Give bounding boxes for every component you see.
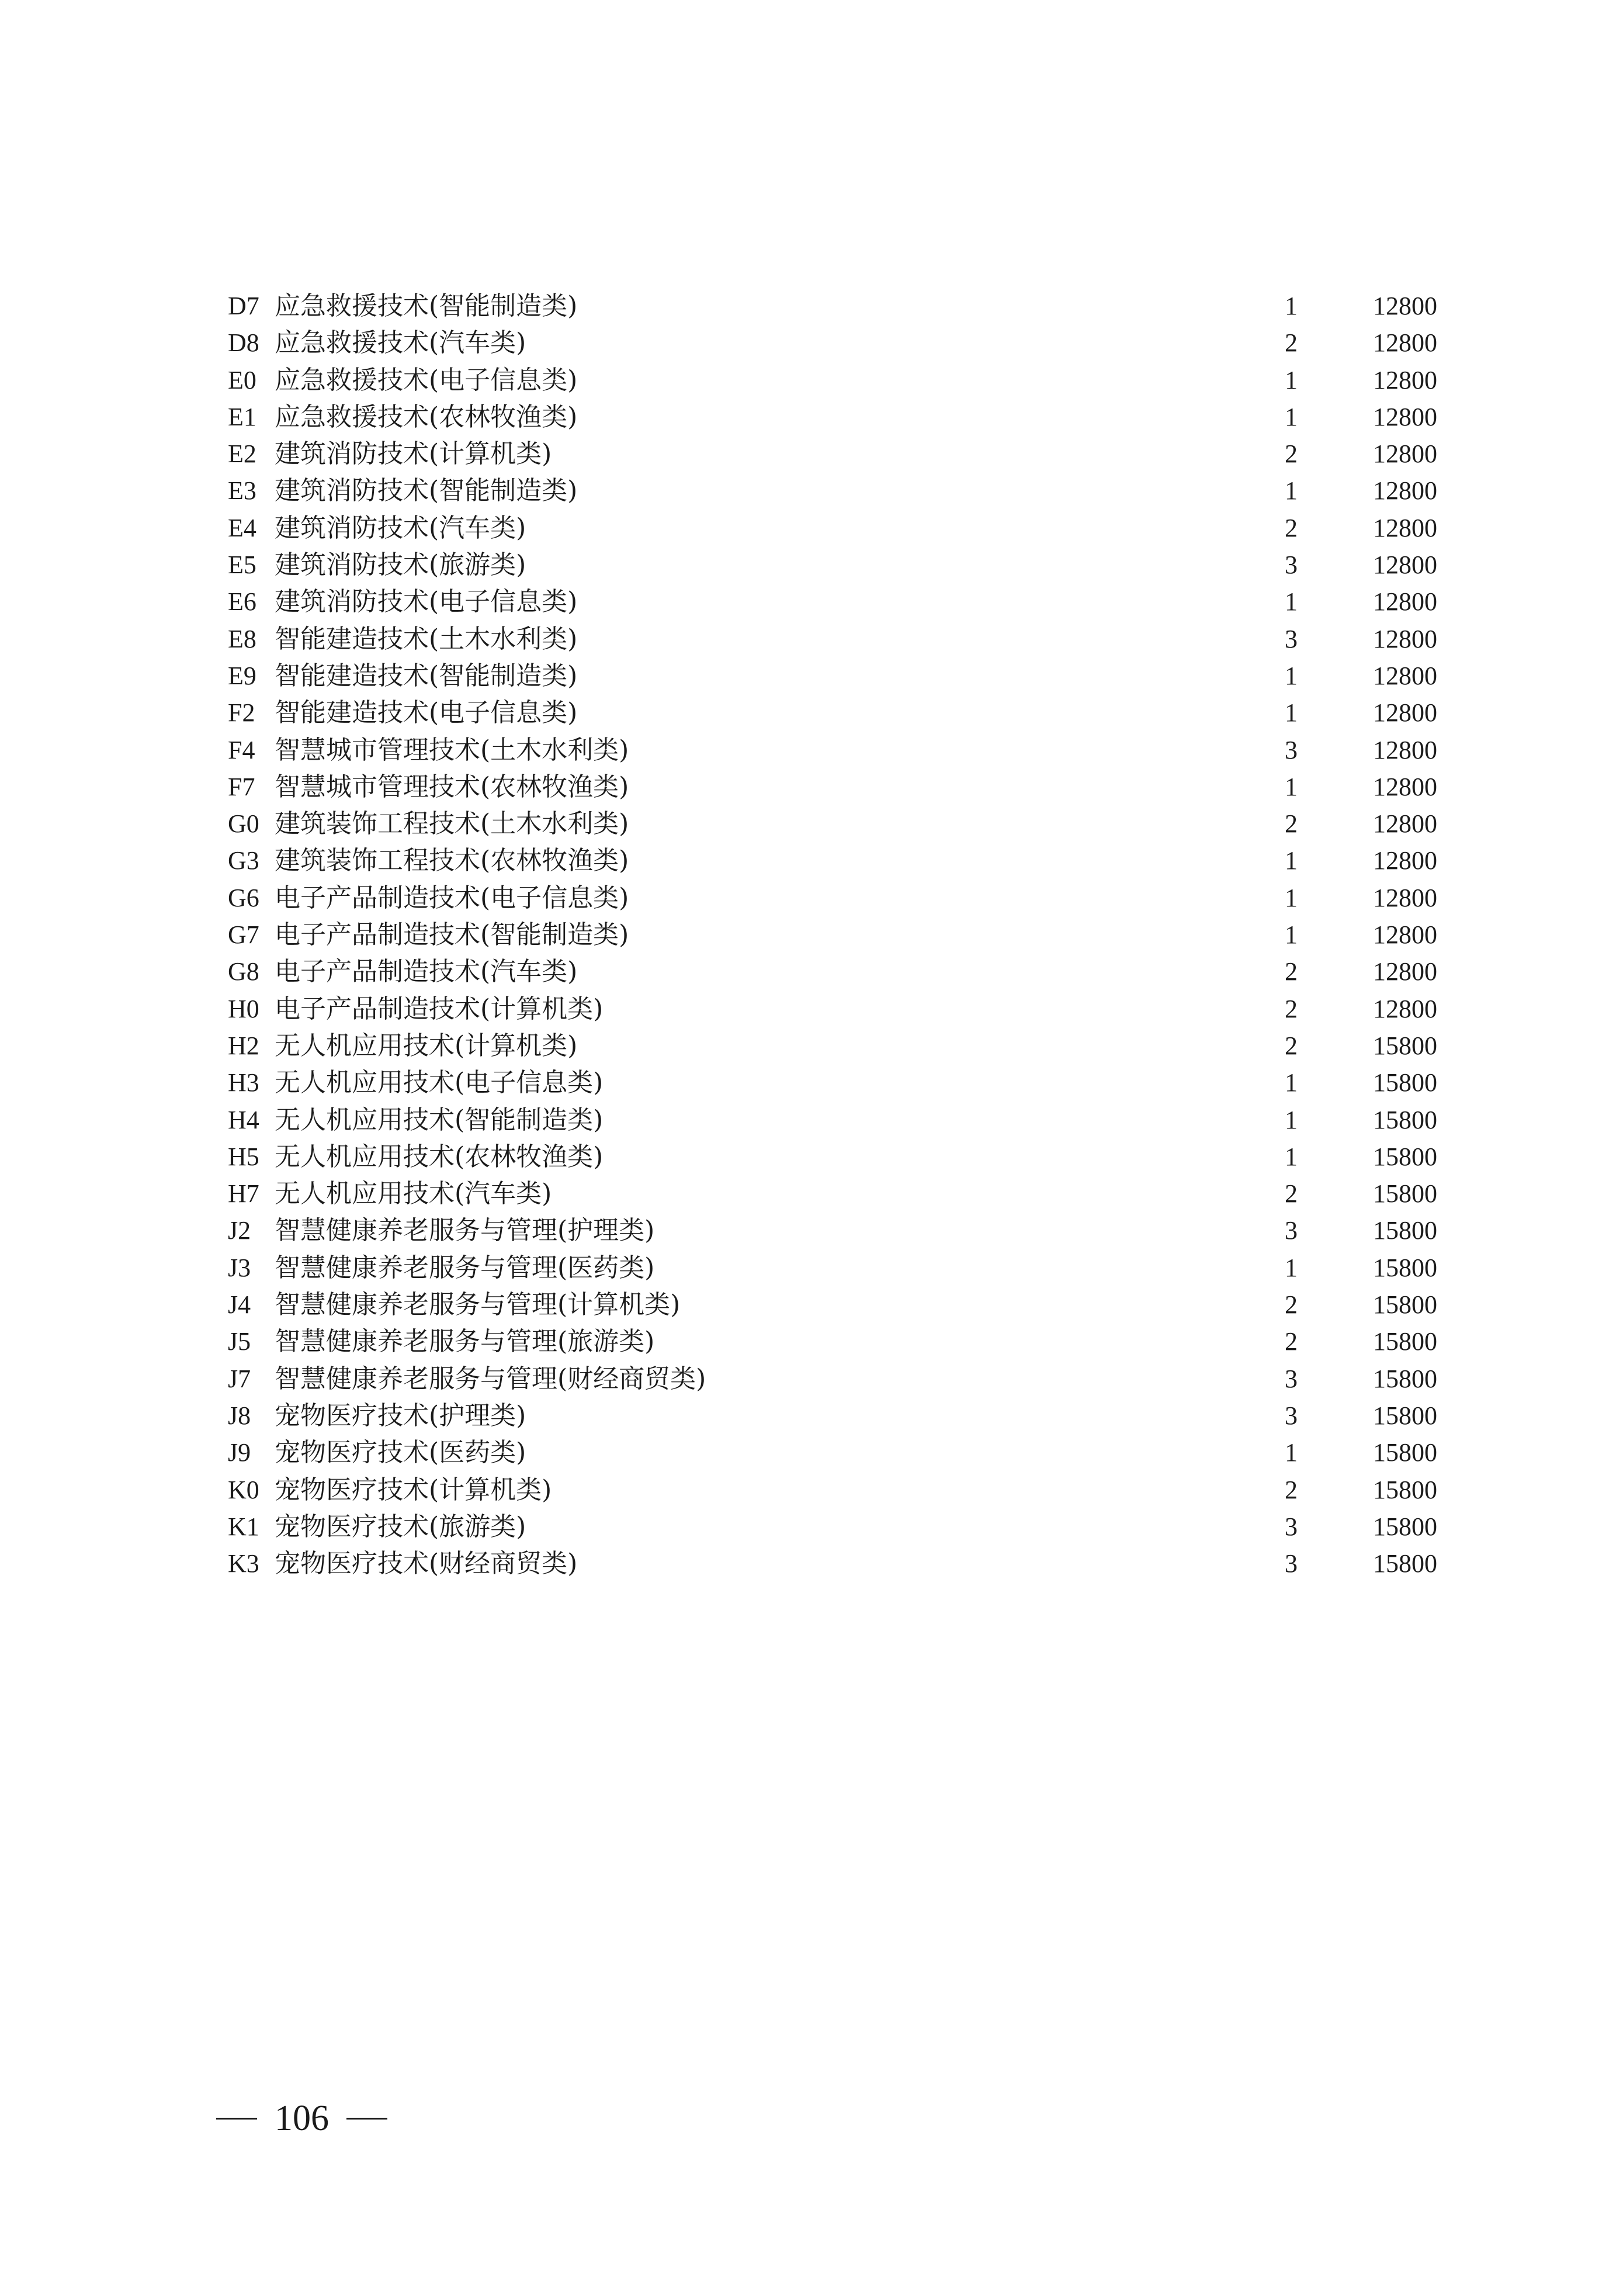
program-name: 建筑消防技术(旅游类): [275, 550, 526, 580]
program-code: H2: [228, 1031, 259, 1060]
table-row: [228, 991, 1455, 1027]
program-code: H4: [228, 1105, 259, 1134]
program-name: 电子产品制造技术(计算机类): [275, 993, 604, 1024]
table-row: [228, 732, 1455, 768]
program-code: E4: [228, 513, 256, 542]
program-count: 1: [1285, 661, 1298, 690]
program-code: J2: [228, 1216, 251, 1245]
program-code: E1: [228, 402, 256, 431]
table-row: [228, 768, 1455, 805]
program-code: J4: [228, 1290, 251, 1320]
program-name: 宠物医疗技术(医药类): [275, 1438, 526, 1468]
table-row: [228, 472, 1455, 509]
program-count: 2: [1285, 809, 1298, 839]
program-code: G8: [228, 957, 259, 986]
program-fee: 12800: [1373, 920, 1437, 950]
program-count: 1: [1285, 772, 1298, 801]
program-count: 1: [1285, 1142, 1298, 1171]
program-fee: 12800: [1373, 846, 1437, 875]
program-name: 智慧城市管理技术(农林牧渔类): [275, 771, 629, 802]
program-code: H5: [228, 1142, 259, 1171]
program-count: 3: [1285, 735, 1298, 764]
program-fee: 15800: [1373, 1253, 1437, 1282]
program-fee: 15800: [1373, 1512, 1437, 1541]
program-code: J3: [228, 1253, 251, 1282]
table-row: [228, 362, 1455, 399]
program-fee: 12800: [1373, 402, 1437, 431]
program-name: 建筑消防技术(计算机类): [275, 439, 552, 469]
program-name: 无人机应用技术(农林牧渔类): [275, 1141, 604, 1172]
program-code: K3: [228, 1549, 259, 1578]
program-count: 2: [1285, 994, 1298, 1023]
program-fee: 12800: [1373, 883, 1437, 912]
program-fee: 12800: [1373, 365, 1437, 394]
program-count: 2: [1285, 1327, 1298, 1356]
program-name: 宠物医疗技术(财经商贸类): [275, 1549, 578, 1579]
program-fee: 12800: [1373, 513, 1437, 542]
program-fee: 15800: [1373, 1031, 1437, 1060]
program-fee: 15800: [1373, 1327, 1437, 1356]
program-code: G3: [228, 846, 259, 875]
program-name: 无人机应用技术(智能制造类): [275, 1104, 604, 1135]
program-code: H3: [228, 1068, 259, 1097]
program-count: 3: [1285, 1512, 1298, 1541]
program-fee: 12800: [1373, 661, 1437, 690]
program-fee: 12800: [1373, 328, 1437, 358]
program-count: 2: [1285, 328, 1298, 358]
program-code: E9: [228, 661, 256, 690]
program-fee: 12800: [1373, 698, 1437, 728]
table-row: [228, 1027, 1455, 1064]
program-fee: 12800: [1373, 476, 1437, 505]
program-count: 2: [1285, 1031, 1298, 1060]
table-row: [228, 1212, 1455, 1249]
program-code: D8: [228, 328, 259, 358]
program-fee: 15800: [1373, 1179, 1437, 1208]
program-code: H7: [228, 1179, 259, 1208]
program-name: 应急救援技术(农林牧渔类): [275, 401, 578, 432]
table-row: [228, 324, 1455, 361]
program-code: G6: [228, 883, 259, 912]
program-count: 3: [1285, 624, 1298, 653]
table-row: [228, 546, 1455, 583]
program-count: 1: [1285, 846, 1298, 875]
program-count: 2: [1285, 1290, 1298, 1320]
program-name: 建筑消防技术(汽车类): [275, 512, 526, 543]
program-fee: 12800: [1373, 550, 1437, 580]
table-row: [228, 805, 1455, 842]
program-fee: 15800: [1373, 1438, 1437, 1467]
table-row: [228, 1102, 1455, 1138]
program-count: 3: [1285, 1364, 1298, 1393]
program-code: F4: [228, 735, 255, 764]
program-count: 1: [1285, 883, 1298, 912]
table-row: [228, 657, 1455, 694]
program-name: 应急救援技术(汽车类): [275, 328, 526, 358]
program-count: 1: [1285, 920, 1298, 950]
program-code: E2: [228, 439, 256, 469]
program-table: [228, 288, 1455, 1582]
program-fee: 12800: [1373, 735, 1437, 764]
program-name: 智能建造技术(电子信息类): [275, 698, 578, 728]
table-row: [228, 621, 1455, 657]
program-count: 2: [1285, 439, 1298, 469]
program-name: 宠物医疗技术(护理类): [275, 1400, 526, 1431]
table-row: [228, 1286, 1455, 1323]
program-name: 无人机应用技术(汽车类): [275, 1179, 552, 1209]
program-name: 应急救援技术(智能制造类): [275, 291, 578, 321]
program-code: E6: [228, 587, 256, 617]
program-code: E8: [228, 624, 256, 653]
program-fee: 15800: [1373, 1068, 1437, 1097]
program-count: 1: [1285, 476, 1298, 505]
program-name: 智慧健康养老服务与管理(财经商贸类): [275, 1363, 706, 1394]
table-row: [228, 1397, 1455, 1434]
program-code: J8: [228, 1401, 251, 1430]
program-count: 2: [1285, 1179, 1298, 1208]
program-name: 智慧健康养老服务与管理(旅游类): [275, 1327, 655, 1357]
program-count: 2: [1285, 513, 1298, 542]
program-name: 宠物医疗技术(旅游类): [275, 1511, 526, 1542]
table-row: [228, 583, 1455, 620]
program-name: 应急救援技术(电子信息类): [275, 365, 578, 395]
table-row: [228, 399, 1455, 435]
program-fee: 15800: [1373, 1364, 1437, 1393]
table-row: [228, 842, 1455, 879]
program-count: 3: [1285, 1549, 1298, 1578]
program-count: 3: [1285, 1216, 1298, 1245]
program-name: 建筑消防技术(电子信息类): [275, 587, 578, 617]
table-row: [228, 1138, 1455, 1175]
program-fee: 12800: [1373, 772, 1437, 801]
table-row: [228, 1175, 1455, 1212]
table-row: [228, 1471, 1455, 1508]
program-count: 1: [1285, 365, 1298, 394]
program-fee: 15800: [1373, 1475, 1437, 1504]
program-count: 3: [1285, 550, 1298, 580]
program-count: 1: [1285, 698, 1298, 728]
program-code: E5: [228, 550, 256, 580]
program-fee: 12800: [1373, 624, 1437, 653]
program-count: 1: [1285, 1438, 1298, 1467]
right-dash: [346, 2118, 387, 2120]
program-fee: 15800: [1373, 1142, 1437, 1171]
table-row: [228, 916, 1455, 953]
table-row: [228, 1434, 1455, 1471]
program-name: 建筑消防技术(智能制造类): [275, 476, 578, 506]
program-count: 1: [1285, 1068, 1298, 1097]
program-name: 无人机应用技术(电子信息类): [275, 1068, 604, 1098]
program-name: 电子产品制造技术(电子信息类): [275, 882, 629, 913]
program-name: 智能建造技术(土木水利类): [275, 624, 578, 654]
program-name: 建筑装饰工程技术(农林牧渔类): [275, 846, 629, 876]
page-footer: [216, 2095, 387, 2142]
program-count: 2: [1285, 1475, 1298, 1504]
program-name: 智慧城市管理技术(土木水利类): [275, 735, 629, 765]
program-code: J5: [228, 1327, 251, 1356]
table-row: [228, 1508, 1455, 1545]
program-name: 智慧健康养老服务与管理(计算机类): [275, 1290, 681, 1320]
table-row: [228, 879, 1455, 916]
program-fee: 12800: [1373, 994, 1437, 1023]
program-code: K1: [228, 1512, 259, 1541]
program-code: G0: [228, 809, 259, 839]
program-fee: 15800: [1373, 1290, 1437, 1320]
left-dash: [216, 2118, 257, 2120]
program-fee: 15800: [1373, 1105, 1437, 1134]
program-fee: 15800: [1373, 1401, 1437, 1430]
program-code: J7: [228, 1364, 251, 1393]
program-name: 无人机应用技术(计算机类): [275, 1030, 578, 1061]
program-code: E0: [228, 365, 256, 394]
program-fee: 15800: [1373, 1549, 1437, 1578]
page-number: 106: [275, 2098, 329, 2138]
program-fee: 12800: [1373, 292, 1437, 320]
program-fee: 12800: [1373, 439, 1437, 469]
program-fee: 12800: [1373, 957, 1437, 986]
table-row: [228, 694, 1455, 731]
table-row: [228, 953, 1455, 990]
program-name: 智慧健康养老服务与管理(护理类): [275, 1215, 655, 1246]
program-count: 1: [1285, 292, 1298, 320]
program-fee: 12800: [1373, 587, 1437, 617]
program-name: 宠物医疗技术(计算机类): [275, 1474, 552, 1505]
program-code: E3: [228, 476, 256, 505]
table-row: [228, 1360, 1455, 1397]
program-code: K0: [228, 1475, 259, 1504]
program-name: 电子产品制造技术(汽车类): [275, 957, 578, 987]
program-name: 电子产品制造技术(智能制造类): [275, 920, 629, 950]
table-row: [228, 1545, 1455, 1582]
table-row: [228, 510, 1455, 546]
program-count: 3: [1285, 1401, 1298, 1430]
program-count: 1: [1285, 587, 1298, 617]
program-code: H0: [228, 994, 259, 1023]
program-code: G7: [228, 920, 259, 950]
program-count: 2: [1285, 957, 1298, 986]
program-count: 1: [1285, 1105, 1298, 1134]
program-code: J9: [228, 1438, 251, 1467]
table-row: [228, 1249, 1455, 1286]
table-row: [228, 1323, 1455, 1360]
program-fee: 15800: [1373, 1216, 1437, 1245]
program-name: 建筑装饰工程技术(土木水利类): [275, 809, 629, 839]
table-row: [228, 1064, 1455, 1101]
table-row: [228, 435, 1455, 472]
program-count: 1: [1285, 1253, 1298, 1282]
program-code: F2: [228, 698, 255, 728]
program-fee: 12800: [1373, 809, 1437, 839]
program-count: 1: [1285, 402, 1298, 431]
program-code: D7: [228, 292, 259, 320]
table-row: [228, 288, 1455, 324]
program-name: 智慧健康养老服务与管理(医药类): [275, 1252, 655, 1283]
program-name: 智能建造技术(智能制造类): [275, 660, 578, 691]
program-code: F7: [228, 772, 255, 801]
